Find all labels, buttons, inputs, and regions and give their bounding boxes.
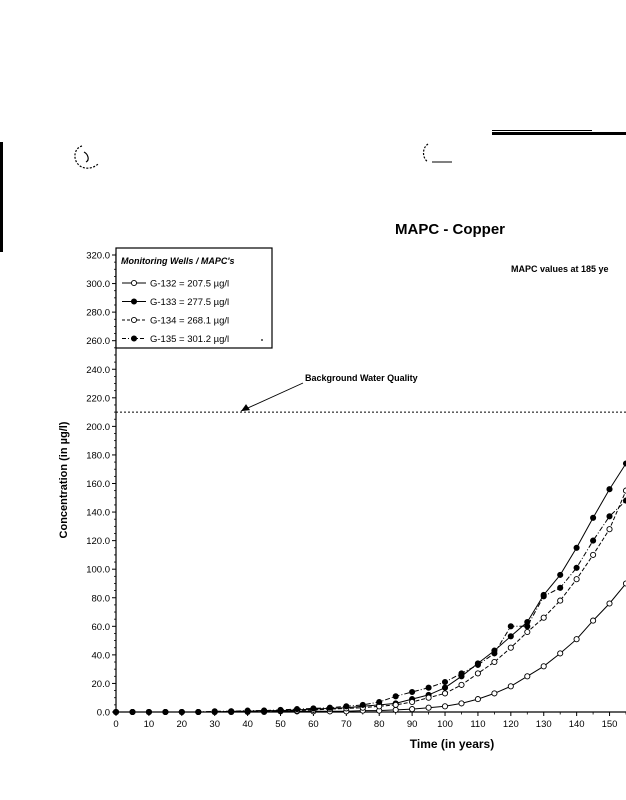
data-point bbox=[459, 682, 464, 687]
legend-marker bbox=[131, 299, 136, 304]
data-point bbox=[459, 701, 464, 706]
data-point bbox=[492, 651, 497, 656]
y-tick-label: 60.0 bbox=[91, 621, 110, 633]
data-point bbox=[377, 699, 382, 704]
data-point bbox=[574, 565, 579, 570]
x-tick-label: 110 bbox=[470, 719, 486, 730]
legend-marker bbox=[131, 280, 136, 285]
background-level-line bbox=[116, 383, 626, 412]
data-point bbox=[245, 708, 250, 713]
data-point bbox=[360, 702, 365, 707]
data-point bbox=[541, 594, 546, 599]
data-point bbox=[442, 704, 447, 709]
data-point bbox=[146, 709, 151, 714]
data-point bbox=[410, 689, 415, 694]
data-point bbox=[179, 709, 184, 714]
y-tick-label: 160.0 bbox=[86, 479, 110, 490]
data-point bbox=[212, 709, 217, 714]
data-point bbox=[475, 697, 480, 702]
data-point bbox=[262, 708, 267, 713]
data-point bbox=[294, 707, 299, 712]
data-point bbox=[163, 709, 168, 714]
y-tick-label: 180.0 bbox=[86, 450, 110, 462]
data-point bbox=[508, 684, 513, 689]
series-group bbox=[113, 461, 626, 715]
series-g-135 bbox=[113, 498, 626, 715]
x-tick-label: 70 bbox=[341, 719, 352, 730]
y-tick-label: 120.0 bbox=[86, 536, 110, 548]
legend-label: G-134 = 268.1 µg/l bbox=[150, 315, 230, 327]
x-tick-label: 50 bbox=[275, 719, 286, 730]
data-point bbox=[475, 662, 480, 667]
background-water-quality-label: Background Water Quality bbox=[305, 373, 418, 383]
data-point bbox=[525, 629, 530, 634]
y-tick-label: 260.0 bbox=[86, 336, 110, 348]
y-tick-label: 300.0 bbox=[86, 279, 110, 291]
data-point bbox=[607, 601, 612, 606]
series-line bbox=[116, 491, 626, 712]
x-tick-label: 130 bbox=[535, 719, 552, 730]
series-line bbox=[116, 501, 626, 712]
data-point bbox=[591, 552, 596, 557]
y-tick-label: 40.0 bbox=[91, 650, 110, 662]
data-point bbox=[492, 659, 497, 664]
data-point bbox=[591, 618, 596, 623]
data-point bbox=[558, 572, 563, 577]
y-tick-label: 200.0 bbox=[86, 421, 110, 433]
legend-label: G-132 = 207.5 µg/l bbox=[150, 278, 230, 290]
legend-speck bbox=[261, 339, 263, 341]
x-tick-label: 20 bbox=[176, 719, 188, 730]
data-point bbox=[393, 702, 398, 707]
x-tick-label: 100 bbox=[437, 719, 453, 730]
legend-title: Monitoring Wells / MAPC's bbox=[121, 256, 235, 266]
x-tick-label: 40 bbox=[242, 719, 253, 730]
data-point bbox=[607, 514, 612, 519]
data-point bbox=[574, 637, 579, 642]
data-point bbox=[393, 694, 398, 699]
y-tick-label: 0.0 bbox=[96, 707, 110, 719]
data-point bbox=[327, 705, 332, 710]
data-point bbox=[442, 685, 447, 690]
data-point bbox=[426, 695, 431, 700]
data-point bbox=[591, 515, 596, 520]
y-tick-label: 240.0 bbox=[86, 364, 110, 376]
data-point bbox=[591, 538, 596, 543]
data-point bbox=[558, 585, 563, 590]
data-point bbox=[278, 707, 283, 712]
mapc-note: MAPC values at 185 ye bbox=[511, 264, 609, 274]
data-point bbox=[442, 691, 447, 696]
data-point bbox=[426, 685, 431, 690]
x-tick-label: 80 bbox=[373, 719, 385, 730]
data-point bbox=[393, 707, 398, 712]
y-tick-label: 280.0 bbox=[86, 307, 110, 319]
x-tick-label: 0 bbox=[113, 719, 119, 730]
x-tick-label: 140 bbox=[568, 719, 585, 730]
data-point bbox=[475, 671, 480, 676]
data-point bbox=[426, 705, 431, 710]
data-point bbox=[229, 709, 234, 714]
legend-marker bbox=[131, 336, 136, 341]
data-point bbox=[525, 624, 530, 629]
legend-marker bbox=[131, 317, 136, 322]
legend bbox=[116, 248, 272, 348]
annotation-arrow-shaft bbox=[241, 383, 303, 411]
data-point bbox=[558, 598, 563, 603]
data-point bbox=[558, 651, 563, 656]
x-tick-label: 150 bbox=[601, 719, 618, 730]
x-tick-label: 90 bbox=[406, 719, 418, 730]
legend-label: G-133 = 277.5 µg/l bbox=[150, 297, 230, 308]
x-tick-label: 10 bbox=[143, 719, 155, 730]
data-point bbox=[607, 487, 612, 492]
data-point bbox=[607, 527, 612, 532]
data-point bbox=[541, 615, 546, 620]
data-point bbox=[492, 691, 497, 696]
y-tick-label: 100.0 bbox=[86, 564, 110, 576]
series-line bbox=[116, 584, 626, 713]
x-tick-label: 30 bbox=[209, 719, 220, 730]
data-point bbox=[525, 674, 530, 679]
data-point bbox=[410, 699, 415, 704]
data-point bbox=[410, 707, 415, 712]
data-point bbox=[311, 706, 316, 711]
y-tick-label: 20.0 bbox=[91, 678, 110, 690]
data-point bbox=[508, 634, 513, 639]
series-g-132 bbox=[113, 581, 626, 715]
data-point bbox=[508, 645, 513, 650]
y-tick-label: 320.0 bbox=[86, 250, 110, 262]
x-tick-label: 60 bbox=[308, 719, 319, 730]
y-tick-label: 80.0 bbox=[91, 593, 110, 605]
y-tick-label: 140.0 bbox=[86, 507, 110, 519]
series-g-133 bbox=[113, 461, 626, 715]
data-point bbox=[130, 709, 135, 714]
y-axis-label: Concentration (in µg/l) bbox=[58, 421, 70, 539]
data-point bbox=[344, 704, 349, 709]
x-tick-label: 120 bbox=[502, 719, 519, 730]
data-point bbox=[442, 679, 447, 684]
data-point bbox=[541, 664, 546, 669]
data-point bbox=[113, 709, 118, 714]
data-point bbox=[574, 545, 579, 550]
x-axis-label: Time (in years) bbox=[409, 737, 495, 751]
legend-label: G-135 = 301.2 µg/l bbox=[150, 334, 230, 345]
data-point bbox=[459, 671, 464, 676]
series-line bbox=[116, 464, 626, 713]
chart-title: MAPC - Copper bbox=[395, 221, 505, 238]
series-g-134 bbox=[113, 488, 626, 715]
data-point bbox=[574, 577, 579, 582]
data-point bbox=[196, 709, 201, 714]
data-point bbox=[508, 624, 513, 629]
y-tick-label: 220.0 bbox=[86, 393, 110, 405]
